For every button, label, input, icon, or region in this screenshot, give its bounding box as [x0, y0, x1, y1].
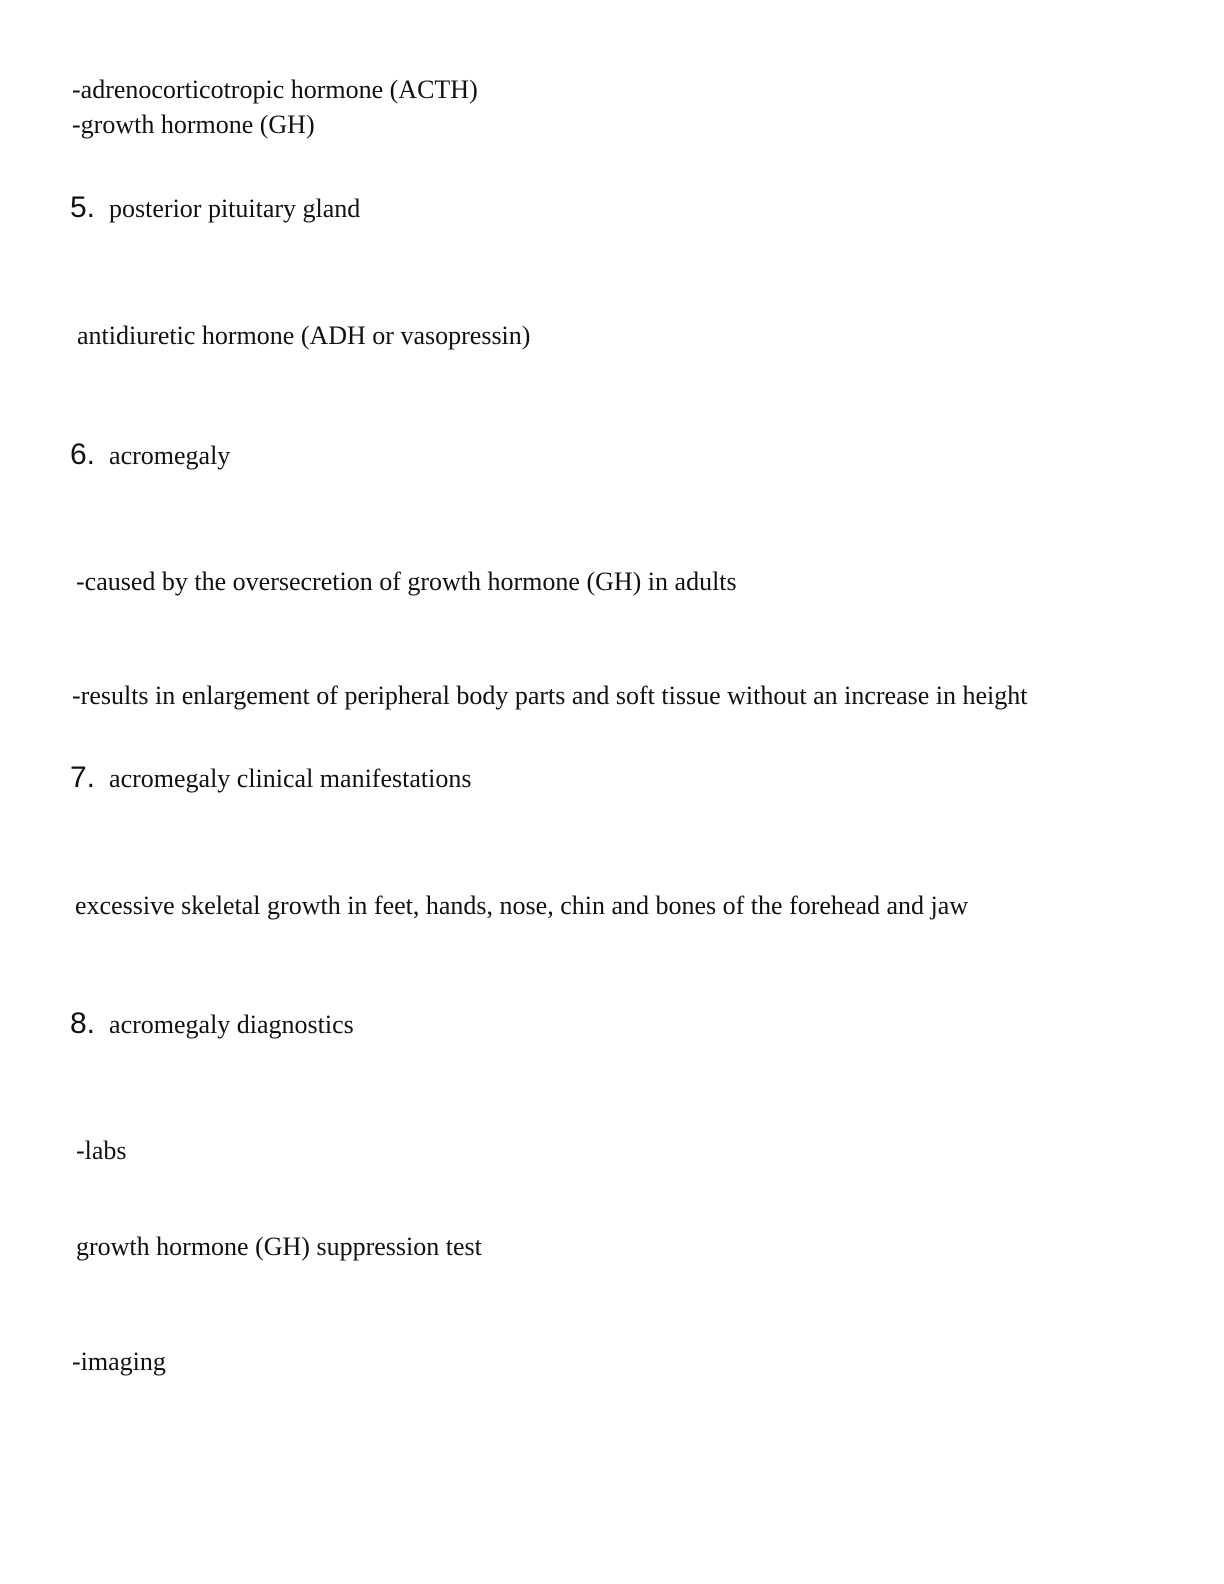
item-6-number: 6.: [70, 438, 96, 471]
answer-gh-test: growth hormone (GH) suppression test: [76, 1232, 482, 1261]
item-7-term: acromegaly clinical manifestations: [109, 764, 472, 793]
item-5-term: posterior pituitary gland: [109, 194, 361, 223]
item-6: [70, 439, 230, 472]
text-line-gh: -growth hormone (GH): [72, 110, 315, 139]
text-line-acth: -adrenocorticotropic hormone (ACTH): [72, 75, 478, 104]
answer-labs: -labs: [76, 1136, 127, 1165]
item-8-number: 8.: [70, 1007, 96, 1040]
answer-results-in: -results in enlargement of peripheral body parts and soft tissue without an increase in height: [72, 681, 1028, 710]
item-8: [70, 1008, 354, 1041]
answer-adh: antidiuretic hormone (ADH or vasopressin): [77, 321, 531, 350]
answer-imaging: -imaging: [72, 1347, 166, 1376]
answer-caused-by: -caused by the oversecretion of growth hormone (GH) in adults: [76, 567, 737, 596]
answer-excessive-growth: excessive skeletal growth in feet, hands, nose, chin and bones of the forehead and jaw: [75, 891, 969, 920]
item-7-number: 7.: [70, 761, 96, 794]
item-5: [70, 192, 360, 225]
item-6-term: acromegaly: [109, 441, 231, 470]
item-8-term: acromegaly diagnostics: [109, 1010, 354, 1039]
item-7: [70, 762, 471, 795]
item-5-number: 5.: [70, 191, 96, 224]
